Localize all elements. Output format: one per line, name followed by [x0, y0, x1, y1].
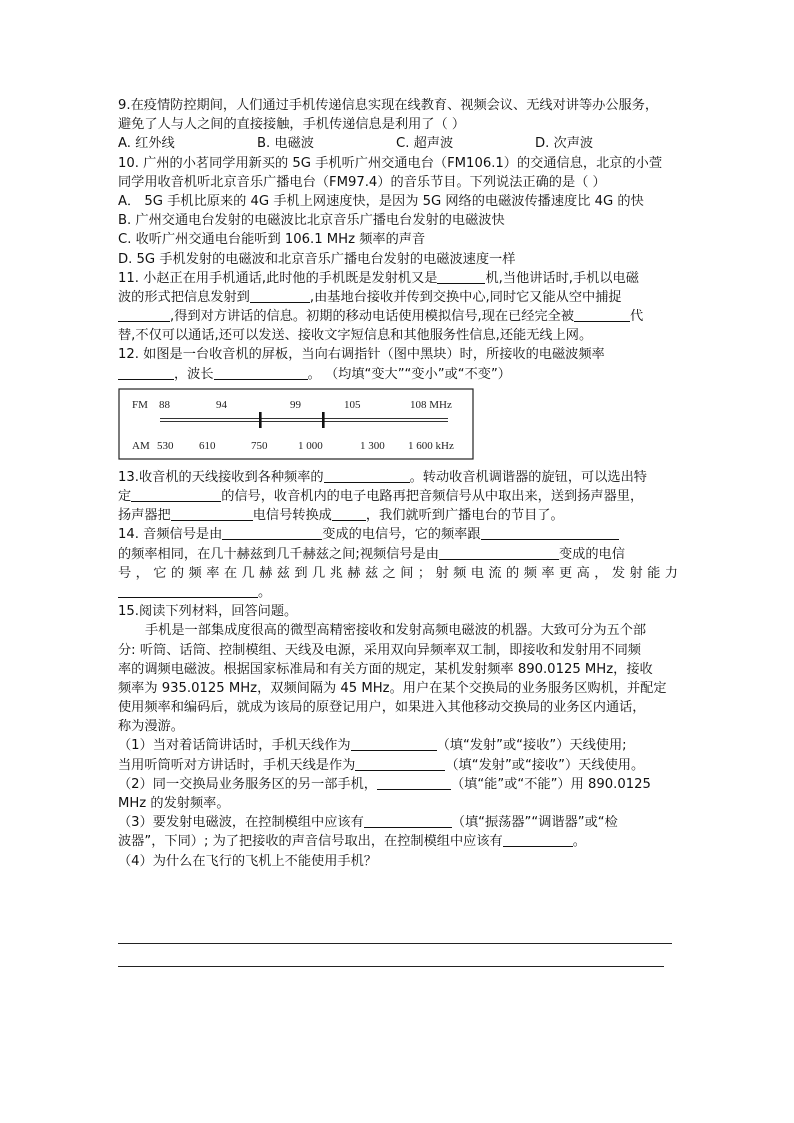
- am-tick-label: 1 300: [360, 439, 385, 452]
- answer-blank: [364, 813, 452, 828]
- q12-line-1: 12. 如图是一台收音机的屏板，当向右调指针（图中黑块）时，所接收的电磁波频率: [118, 347, 605, 363]
- q11-line-2: 波的形式把信息发射到 ,由基地台接收并传到交换中心,同时它又能从空中捕捉: [118, 289, 622, 305]
- fm-tick-label: 105: [344, 398, 361, 411]
- answer-blank: [250, 288, 310, 303]
- q9-line-1: 9.在疫情防控期间，人们通过手机传递信息实现在线教育、视频会议、无线对讲等办公服务，: [118, 98, 659, 113]
- fm-tick-label: 99: [290, 398, 301, 411]
- q13-line-2: 定 的信号，收音机内的电子电路再把音频信号从中取出来，送到扬声器里，: [118, 489, 644, 504]
- answer-blank: [355, 756, 445, 771]
- answer-blank: [351, 736, 437, 751]
- q14-line-2: 的频率相同，在几十赫兹到几千赫兹之间;视频信号是由 变成的电信: [118, 546, 625, 562]
- answer-blank: [118, 307, 170, 322]
- q15-passage-line: 使用频率和编码后，就成为该局的原登记用户，如果进入其他移动交换局的业务区内通话，: [118, 700, 646, 716]
- answer-blank: [377, 775, 451, 790]
- q15-sub2-line-1: （2）同一交换局业务服务区的另一部手机， （填“能”或“不能”）用 890.0125: [118, 776, 651, 792]
- q9-option-d: D. 次声波: [535, 136, 594, 152]
- q15-passage-line: 称为漫游。: [118, 719, 184, 735]
- dial-pointer-right: [322, 412, 325, 428]
- q9-option-c: C. 超声波: [396, 136, 454, 152]
- answer-blank: [118, 583, 258, 598]
- q14-line-1: 14. 音频信号是由 变成的电信号，它的频率跟: [118, 525, 678, 544]
- answer-writing-line: [118, 943, 672, 944]
- q9-option-a: A. 红外线: [118, 136, 175, 152]
- answer-blank: [439, 545, 559, 560]
- q11-line-1: 11. 小赵正在用手机通话,此时他的手机既是发射机又是 机,当他讲话时,手机以电磁: [118, 270, 639, 286]
- q15-sub3-line-2: 波器”，下同）; 为了把接收的声音信号取出，在控制模组中应该有 。: [118, 834, 586, 850]
- fm-tick-label: 108 MHz: [410, 398, 452, 411]
- am-tick-label: 530: [157, 439, 174, 452]
- q9-line-2: 避免了人与人之间的直接接触，手机传递信息是利用了（ ）: [118, 117, 466, 133]
- q15-sub4: （4）为什么在飞行的飞机上不能使用手机？: [118, 853, 377, 869]
- answer-blank: [222, 525, 322, 540]
- answer-blank: [503, 832, 573, 847]
- answer-blank: [214, 365, 308, 380]
- q15-passage-line: 频率为 935.0125 MHz，双频间隔为 45 MHz。用户在某个交换局的业务服务区购机，并配定: [118, 680, 667, 696]
- answer-blank: [437, 269, 485, 284]
- q15-passage-line: 手机是一部集成度很高的微型高精密接收和发射高频电磁波的机器。大致可分为五个部: [145, 623, 647, 639]
- q10-option-d: D. 5G 手机发射的电磁波和北京音乐广播电台发射的电磁波速度一样: [118, 251, 516, 267]
- q14-line-3: 号，它的频率在几赫兹到几兆赫兹之间；射频电流的频率更高，发射能力: [118, 565, 678, 581]
- q9-option-b: B. 电磁波: [257, 136, 314, 152]
- q15-passage-line: 率的调频电磁波。根据国家标准局和有关方面的规定，某机发射频率 890.0125 MHz，接收: [118, 661, 653, 677]
- radio-dial-svg: [118, 388, 474, 460]
- answer-blank: [574, 307, 630, 322]
- answer-writing-line: [118, 966, 664, 967]
- q10-option-c: C. 收听广州交通电台能听到 106.1 MHz 频率的声音: [118, 232, 426, 248]
- answer-blank: [118, 365, 174, 380]
- q12-line-2: ，波长 。 （均填“变大”“变小”或“不变”）: [118, 365, 678, 384]
- answer-blank: [171, 506, 253, 521]
- q11-line-4: 替,不仅可以通话,还可以发送、接收文字短信息和其他服务性信息,还能无线上网。: [118, 328, 593, 344]
- q10-line-1: 10. 广州的小茗同学用新买的 5G 手机听广州交通电台（FM106.1）的交通信息，北京的小萱: [118, 155, 663, 171]
- answer-blank: [131, 487, 221, 502]
- q15-passage-line: 分: 听筒、话筒、控制模组、天线及电源，采用双向异频率双工制，即接收和发射用不同频: [118, 642, 641, 658]
- answer-blank: [324, 468, 410, 483]
- am-band-label: AM: [132, 439, 150, 452]
- q15-title: 15.阅读下列材料，回答问题。: [118, 604, 298, 620]
- fm-band-label: FM: [132, 398, 148, 411]
- answer-blank: [332, 506, 366, 521]
- am-tick-label: 610: [199, 439, 216, 452]
- q15-sub1-line-2: 当用听筒听对方讲话时，手机天线是作为 （填“发射”或“接收”）天线使用。: [118, 757, 645, 773]
- fm-tick-label: 94: [216, 398, 227, 411]
- q13-line-1: 13.收音机的天线接收到各种频率的 。转动收音机调谐器的旋钮，可以选出特: [118, 469, 647, 485]
- q14-line-4: 。: [118, 583, 678, 602]
- q11-line-3: ,得到对方讲话的信息。初期的移动电话使用模拟信号,现在已经完全被 代: [118, 307, 678, 326]
- radio-dial-figure: [118, 388, 678, 462]
- am-tick-label: 750: [251, 439, 268, 452]
- q15-sub2-line-2: MHz 的发射频率。: [118, 796, 230, 811]
- q15-sub3-line-1: （3）要发射电磁波，在控制模组中应该有 （填“振荡器”“调谐器”或“检: [118, 815, 618, 831]
- q10-option-a: A． 5G 手机比原来的 4G 手机上网速度快，是因为 5G 网络的电磁波传播速度比 4G 的快: [118, 193, 644, 209]
- am-tick-label: 1 600 kHz: [408, 439, 454, 452]
- fm-tick-label: 88: [159, 398, 170, 411]
- q15-sub1-line-1: （1）当对着话筒讲话时，手机天线作为 （填“发射”或“接收”）天线使用;: [118, 738, 627, 754]
- q10-option-b: B. 广州交通电台发射的电磁波比北京音乐广播电台发射的电磁波快: [118, 213, 505, 229]
- q10-line-2: 同学用收音机听北京音乐广播电台（FM97.4）的音乐节目。下列说法正确的是（ ）: [118, 174, 606, 190]
- question-content: [118, 96, 678, 871]
- dial-pointer-left: [259, 412, 262, 428]
- q9-options: [118, 134, 678, 153]
- am-tick-label: 1 000: [298, 439, 323, 452]
- answer-blank: [481, 525, 619, 540]
- q13-line-3: 扬声器把 电信号转换成 ，我们就听到广播电台的节目了。: [118, 508, 564, 524]
